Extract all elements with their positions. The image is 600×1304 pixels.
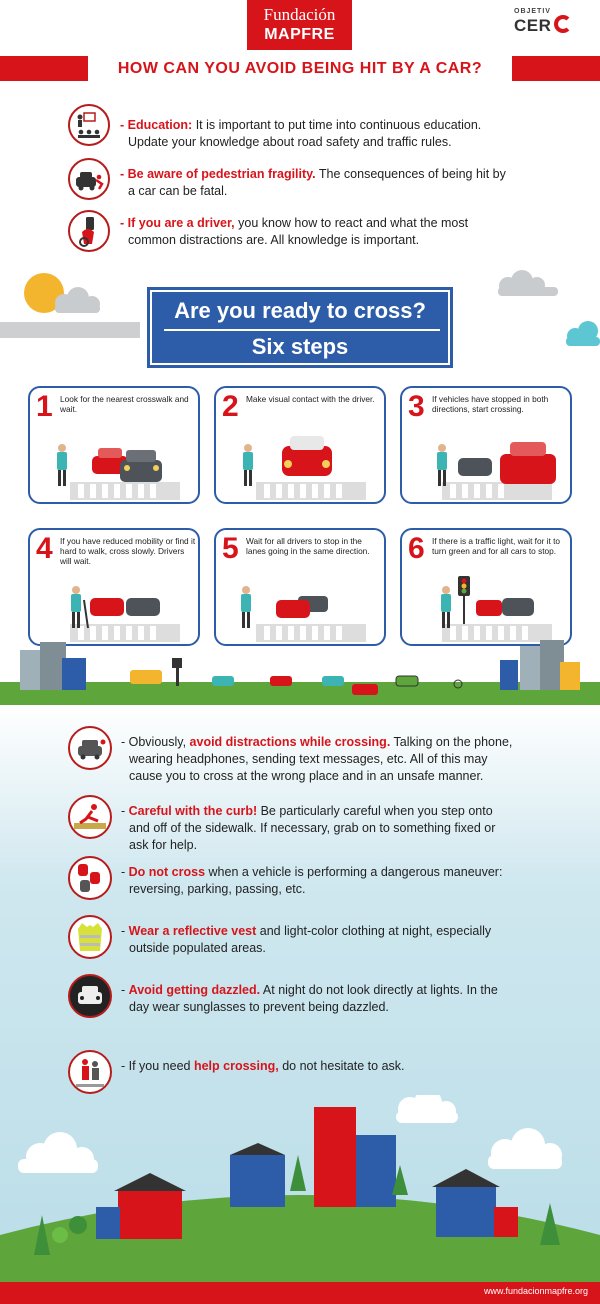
intro-tip-body: The consequences of being hit by <box>315 167 506 181</box>
intro-tip-text <box>120 215 468 249</box>
tip-line: At night do not look directly at lights. In the <box>260 983 498 997</box>
tip-text <box>121 864 502 898</box>
tip-line: wearing headphones, sending text messages, etc. All of this may <box>129 752 488 766</box>
tip-prefix: - <box>121 924 129 938</box>
tip-line: cause you to cross at the wrong place and in an unsafe manner. <box>129 769 484 783</box>
village-illustration <box>0 1095 600 1285</box>
intro-tip-lead: - If you are a driver, <box>120 216 235 230</box>
campaign-logo-top: OBJETIV <box>514 8 551 15</box>
step-text: Look for the nearest crosswalk and wait. <box>60 394 189 414</box>
step-number: 4 <box>36 532 53 565</box>
step-card-1 <box>28 386 200 504</box>
crosswalk-scene-icon <box>30 432 198 504</box>
intro-tip-lead: - Education: <box>120 118 193 132</box>
intro-tip-driver <box>68 210 588 254</box>
tip-dazzled <box>68 974 588 1024</box>
tip-lead: help crossing, <box>193 1059 279 1073</box>
intro-tip-text <box>120 166 506 200</box>
headlights-icon <box>68 974 112 1018</box>
city-skyline-illustration <box>0 640 600 710</box>
campaign-logo-bottom: CER <box>514 16 552 35</box>
tip-text <box>121 1058 405 1075</box>
tip-lead: avoid distractions while crossing. <box>189 735 391 749</box>
driver-phone-icon <box>68 210 110 252</box>
sign-line-1: Are you ready to cross? <box>174 298 426 323</box>
tip-line: when a vehicle is performing a dangerous maneuver: <box>205 865 503 879</box>
tip-line: ask for help. <box>129 838 198 852</box>
tip-line: outside populated areas. <box>129 941 266 955</box>
target-ring-icon <box>554 15 572 33</box>
intro-tip-lead: - Be aware of pedestrian fragility. <box>120 167 316 181</box>
tip-prefix: - <box>121 865 129 879</box>
tip-prefix: - Obviously, <box>121 735 190 749</box>
tip-text <box>121 923 491 957</box>
step-number: 5 <box>222 532 239 565</box>
intro-tip-education <box>68 104 588 148</box>
tip-prefix: - <box>121 804 129 818</box>
step-number: 3 <box>408 390 425 423</box>
tip-text <box>121 982 498 1016</box>
traffic-light-scene-icon <box>402 574 570 646</box>
tip-text <box>121 803 495 854</box>
reflective-vest-icon <box>68 915 112 959</box>
eye-contact-scene-icon <box>216 432 384 504</box>
cloud-icon <box>18 1132 98 1173</box>
tip-help-crossing <box>68 1050 588 1100</box>
tip-lead: Avoid getting dazzled. <box>128 983 261 997</box>
step-number: 1 <box>36 390 53 423</box>
pedestrian-hit-icon <box>68 158 110 200</box>
tip-line: and off of the sidewalk. If necessary, grab on to something fixed or <box>129 821 496 835</box>
cloud-icon <box>396 1095 458 1123</box>
tip-line: Be particularly careful when you step onto <box>257 804 493 818</box>
wait-all-lanes-scene-icon <box>216 574 384 646</box>
step-card-5 <box>214 528 386 646</box>
do-not-cross-icon <box>68 856 112 900</box>
tip-line: do not hesitate to ask. <box>278 1059 405 1073</box>
intro-tip-body: It is important to put time into continuous education. <box>192 118 482 132</box>
help-crossing-icon <box>68 1050 112 1094</box>
curb-trip-icon <box>68 795 112 839</box>
intro-tip-body-2: a car can be fatal. <box>128 184 228 198</box>
sign-line-2: Six steps <box>251 334 349 359</box>
step-text: If vehicles have stopped in both directions, start crossing. <box>432 394 549 414</box>
tip-prefix: - If you need <box>121 1059 194 1073</box>
tip-prefix: - <box>121 983 129 997</box>
intro-tip-fragility <box>68 158 588 202</box>
distraction-icon <box>68 726 112 770</box>
page-title: HOW CAN YOU AVOID BEING HIT BY A CAR? <box>88 56 512 81</box>
tip-text <box>121 734 512 785</box>
start-crossing-scene-icon <box>402 432 570 504</box>
intro-tip-text <box>120 117 481 151</box>
step-text: Wait for all drivers to stop in the lanes going in the same direction. <box>246 536 370 556</box>
classroom-icon <box>68 104 110 146</box>
tip-curb <box>68 795 588 855</box>
step-text: If there is a traffic light, wait for it to turn green and for all cars to stop. <box>432 536 561 556</box>
tip-lead: Careful with the curb! <box>128 804 258 818</box>
step-card-6 <box>400 528 572 646</box>
step-text: Make visual contact with the driver. <box>246 394 375 404</box>
road-strip <box>0 322 140 338</box>
brand-logo <box>247 0 352 50</box>
cloud-icon <box>498 270 558 296</box>
sign-divider <box>164 329 440 331</box>
step-number: 2 <box>222 390 239 423</box>
tip-lead: Wear a reflective vest <box>128 924 257 938</box>
brand-line-2: MAPFRE <box>264 26 335 43</box>
step-card-2 <box>214 386 386 504</box>
slow-crossing-scene-icon <box>30 574 198 646</box>
intro-tip-body: you know how to react and what the most <box>234 216 469 230</box>
intro-tip-body-2: common distractions are. All knowledge is important. <box>128 233 420 247</box>
tip-lead: Do not cross <box>128 865 206 879</box>
tip-do-not-cross <box>68 856 588 906</box>
campaign-logo <box>510 8 576 38</box>
cloud-icon <box>566 321 600 346</box>
tip-line: reversing, parking, passing, etc. <box>129 882 306 896</box>
street-sign <box>150 290 450 365</box>
cloud-icon <box>488 1128 562 1169</box>
brand-line-1: Fundación <box>263 5 336 24</box>
footer-bar <box>0 1282 600 1304</box>
step-card-3 <box>400 386 572 504</box>
tip-reflective-vest <box>68 915 588 965</box>
intro-tip-body-2: Update your knowledge about road safety and traffic rules. <box>128 135 452 149</box>
step-text: If you have reduced mobility or find it hard to walk, cross slowly. Drivers will wait. <box>60 536 196 566</box>
tip-line: day wear sunglasses to prevent being dazzled. <box>129 1000 389 1014</box>
step-number: 6 <box>408 532 425 565</box>
step-card-4 <box>28 528 200 646</box>
tip-line: Talking on the phone, <box>390 735 513 749</box>
tip-line: and light-color clothing at night, especially <box>256 924 492 938</box>
title-bar <box>0 56 600 81</box>
footer-url[interactable]: www.fundacionmapfre.org <box>483 1286 588 1296</box>
tip-distractions <box>68 726 588 786</box>
